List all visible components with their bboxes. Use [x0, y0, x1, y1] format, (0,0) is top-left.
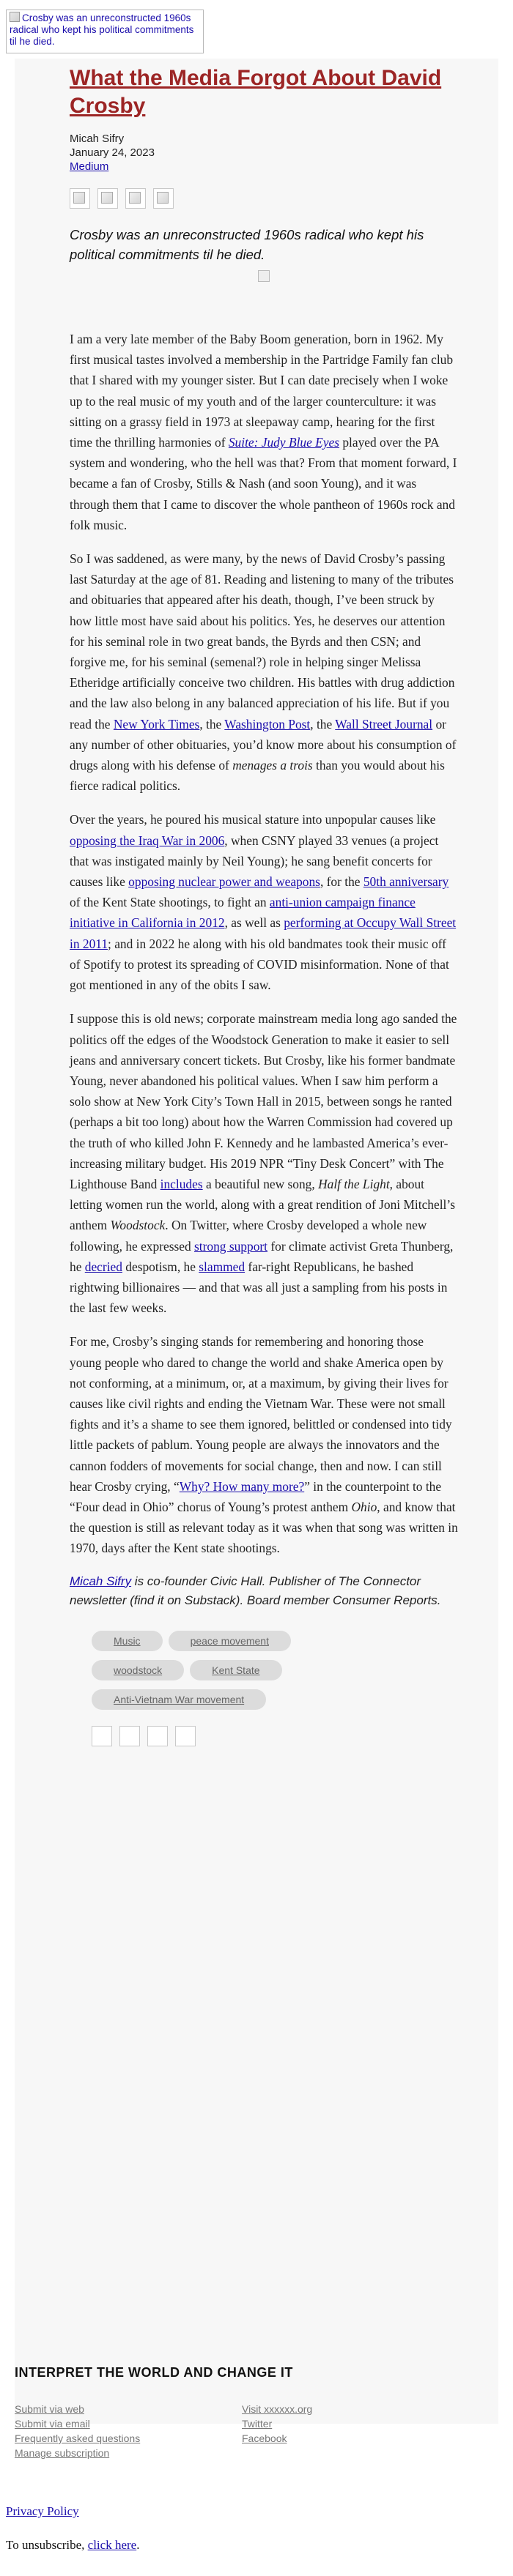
broken-image-icon [258, 270, 270, 282]
tag-chip[interactable]: Anti-Vietnam War movement [92, 1689, 266, 1710]
article-content [70, 64, 458, 1748]
share-icon[interactable] [92, 1726, 112, 1746]
inline-link[interactable]: performing at Occupy Wall Street in 2011 [70, 915, 457, 951]
privacy-policy-link[interactable]: Privacy Policy [6, 2504, 79, 2518]
inline-link[interactable]: slammed [199, 1259, 246, 1274]
share-icon[interactable] [70, 188, 90, 209]
paragraph: So I was saddened, as were many, by the news of David Crosby’s passing last Saturday at the age of 81. Reading and listening to many of the tributes and obituaries that appeared after his death, though, I’ve been struck by how little most have said about his politics. Yes, he deserves our attention for his seminal role in two great bands, the Byrds and then CSN; and forgive me, for his seminal (semenal?) role in helping singer Melissa Etheridge artificially conceive two children. His battles with drug addiction and the law also belong in any balanced appreciation of his life. But if you read the New York Times, the Washington Post, the Wall Street Journal or any number of other obituaries, you’d know more about his consumption of drugs along with his defense of menages a trois than you would about his fierce radical politics. [70, 551, 457, 794]
broken-image-icon [10, 12, 20, 22]
footer-heading: INTERPRET THE WORLD AND CHANGE IT [15, 2365, 293, 2380]
footer-link-twitter[interactable]: Twitter [242, 2418, 273, 2430]
inline-link[interactable]: decried [84, 1259, 122, 1274]
tag-chip[interactable]: peace movement [169, 1631, 291, 1651]
inline-link[interactable]: includes [160, 1176, 203, 1191]
article-subtitle: Crosby was an unreconstructed 1960s radical who kept his political commitments til he died. [70, 227, 424, 262]
share-icons-bottom [70, 1726, 458, 1748]
inline-link[interactable]: opposing the Iraq War in 2006 [70, 833, 225, 848]
share-icon[interactable] [119, 1726, 140, 1746]
inline-link[interactable]: anti-union campaign finance initiative in California in 2012 [70, 895, 416, 931]
footer-link-submit-email[interactable]: Submit via email [15, 2418, 90, 2430]
article-title[interactable]: What the Media Forgot About David Crosby [70, 66, 442, 118]
header-banner-alt-text: Crosby was an unreconstructed 1960s radical who kept his political commitments til he died. [10, 12, 194, 47]
footer-link-visit-site[interactable]: Visit xxxxxx.org [242, 2403, 313, 2415]
article-body [70, 329, 458, 1559]
footer-link-submit-web[interactable]: Submit via web [15, 2403, 84, 2415]
tag-chip[interactable]: Music [92, 1631, 163, 1651]
author-bio: Micah Sifry is co-founder Civic Hall. Publisher of The Connector newsletter (find it on Substack). Board member Consumer Reports. [70, 1574, 441, 1607]
footer-link-faq[interactable]: Frequently asked questions [15, 2432, 141, 2444]
footer-links-left [15, 2402, 140, 2460]
inline-link[interactable]: New York Times [113, 716, 200, 732]
inline-link[interactable]: Why? How many more? [179, 1478, 305, 1494]
footer-link-manage-subscription[interactable]: Manage subscription [15, 2447, 110, 2459]
tag-chip[interactable]: woodstock [92, 1660, 184, 1680]
tag-list [70, 1631, 458, 1719]
footer-link-facebook[interactable]: Facebook [242, 2432, 287, 2444]
share-icons-top [70, 188, 458, 210]
share-icon[interactable] [153, 188, 174, 209]
article-meta [70, 132, 458, 174]
article-card [15, 59, 498, 2424]
author-bio-link[interactable]: Micah Sifry [70, 1574, 132, 1588]
inline-link[interactable]: Wall Street Journal [335, 716, 433, 732]
unsubscribe-link[interactable]: click here [87, 2538, 137, 2552]
unsubscribe-line: To unsubscribe, click here. [6, 2538, 140, 2552]
footer-links-right [242, 2402, 312, 2446]
inline-link[interactable]: opposing nuclear power and weapons [128, 874, 320, 890]
paragraph: I suppose this is old news; corporate mainstream media long ago sanded the politics off the edges of the Woodstock Generation to make it easier to sell jeans and anniversary concert tickets. But Crosby, like his former bandmate Young, never abandoned his political values. When I saw him perform a solo show at New York City’s Town Hall in 2015, between songs he ranted (perhaps a bit too long) about how the Warren Commission had covered up the truth of who killed John F. Kennedy and he lambasted America’s ever-increasing military budget. His 2019 NPR “Tiny Desk Concert” with The Lighthouse Band includes a beautiful new song, Half the Light, about letting women run the world, along with a great rendition of Joni Mitchell’s anthem Woodstock. On Twitter, where Crosby developed a whole new following, he expressed strong support for climate activist Greta Thunberg, he decried despotism, he slammed far-right Republicans, he bashed rightwing billionaires — and that was all just a sampling from his posts in the last few weeks. [70, 1011, 457, 1316]
inline-link[interactable]: Washington Post [224, 716, 311, 732]
publish-date: January 24, 2023 [70, 146, 155, 159]
tag-chip[interactable]: Kent State [190, 1660, 281, 1680]
inline-link[interactable]: Suite: Judy Blue Eyes [228, 435, 339, 450]
share-icon[interactable] [97, 188, 118, 209]
share-icon[interactable] [125, 188, 146, 209]
inline-link[interactable]: 50th anniversary [363, 874, 449, 890]
paragraph: Over the years, he poured his musical stature into unpopular causes like opposing the Iraq War in 2006, when CSNY played 33 venues (a project that was instigated mainly by Neil Young); he sang benefit concerts for causes like opposing nuclear power and weapons, for the 50th anniversary of the Kent State shootings, to fight an anti-union campaign finance initiative in California in 2012, as well as performing at Occupy Wall Street in 2011; and in 2022 he along with his old bandmates took their music off of Spotify to protest its spreading of COVID misinformation. None of that got mentioned in any of the obits I saw. [70, 812, 457, 993]
share-icon[interactable] [175, 1726, 196, 1746]
source-link[interactable]: Medium [70, 160, 109, 173]
inline-link[interactable]: strong support [194, 1238, 268, 1254]
paragraph: For me, Crosby’s singing stands for remembering and honoring those young people who dared to change the world and shake America open by not conforming, at a minimum, or, at a maximum, by giving their lives for causes like civil rights and ending the Vietnam War. These were not small fights and it’s a shame to see them ignored, belittled or condensed into tidy little packets of pablum. Young people are always the innovators and the cannon fodders of movements for social change, then and now. I can still hear Crosby crying, “Why? How many more?” in the counterpoint to the “Four dead in Ohio” chorus of Young’s protest anthem Ohio, and know that the question is still as relevant today as it was when that song was written in 1970, days after the Kent state shootings. [70, 1334, 458, 1556]
author-name: Micah Sifry [70, 133, 125, 145]
paragraph: I am a very late member of the Baby Boom generation, born in 1962. My first musical tastes involved a membership in the Partridge Family fan club that I shared with my younger sister. But I can date precisely when I woke up to the real music of my youth and of the larger counterculture: it was sitting on a grassy field in 1973 at sleepaway camp, hearing for the first time the thrilling harmonies of Suite: Judy Blue Eyes played over the PA system and wondering, who the hell was that? From that moment forward, I became a fan of Crosby, Stills & Nash (and soon Young), and it was through them that I came to discover the whole pantheon of 1960s rock and folk music. [70, 332, 457, 532]
share-icon[interactable] [147, 1726, 168, 1746]
header-banner-image [6, 10, 204, 53]
